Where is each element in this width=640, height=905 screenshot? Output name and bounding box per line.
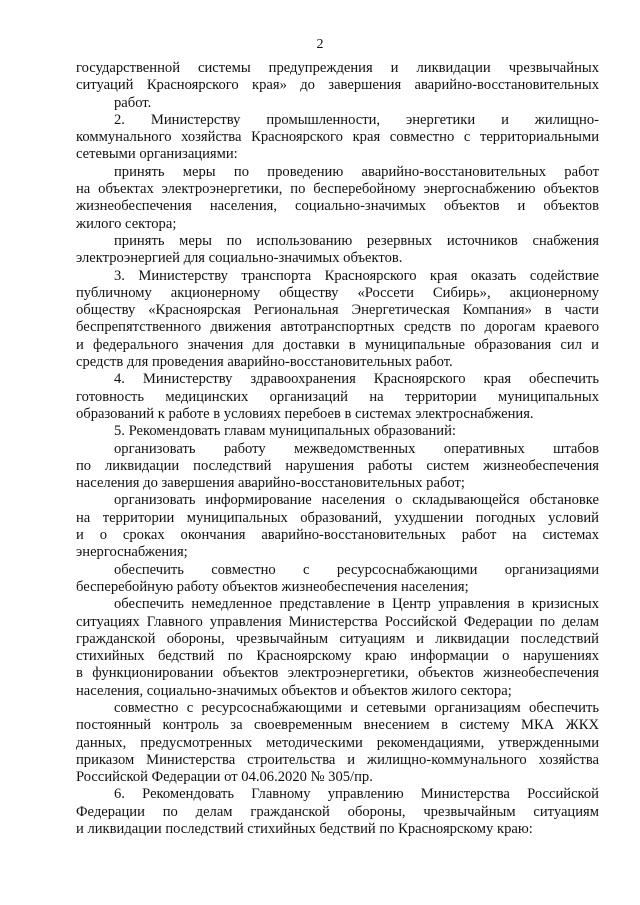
paragraph: [76, 786, 599, 838]
text-line: 6. Рекомендовать Главному управлению Министерства Российской: [114, 786, 599, 803]
text-line: ситуациях Главного управления Министерства Российской Федерации по делам: [76, 613, 599, 630]
text-line: населения до завершения аварийно-восстановительных работ;: [76, 475, 465, 492]
text-line: беспрепятственного движения автотранспортных средств по дорогам краевого: [76, 319, 599, 336]
text-line: готовность медицинских организаций на территории муниципальных: [76, 388, 599, 405]
text-line: обеспечить немедленное представление в Центр управления в кризисных: [114, 596, 599, 613]
paragraph: [76, 441, 599, 493]
paragraph: [76, 371, 599, 423]
text-line: 3. Министерству транспорта Красноярского края оказать содействие: [114, 267, 599, 284]
text-line: бесперебойную работу объектов жизнеобеспечения населения;: [76, 578, 469, 595]
text-line: организовать работу межведомственных оперативных штабов: [114, 440, 599, 457]
text-line: по ликвидации последствий нарушения работы систем жизнеобеспечения: [76, 457, 599, 474]
text-line: постоянный контроль за своевременным внесением в систему МКА ЖКХ: [76, 717, 599, 734]
text-line: работ.: [114, 94, 152, 111]
paragraph: [76, 233, 599, 268]
text-line: принять меры по проведению аварийно-восстановительных работ: [114, 163, 599, 180]
text-line: жизнеобеспечения населения, социально-значимых объектов и объектов: [76, 198, 599, 215]
paragraph: [76, 596, 599, 700]
text-line: стихийных бедствий по Красноярскому краю информации о нарушениях: [76, 648, 599, 665]
document-body: [76, 60, 599, 838]
text-line: принять меры по использованию резервных источников снабжения: [114, 232, 599, 249]
text-line: публичному акционерному обществу «Россети Сибирь», акционерному: [76, 284, 599, 301]
page-number: 2: [316, 37, 324, 52]
text-line: и о сроках окончания аварийно-восстановительных работ на системах: [76, 527, 599, 544]
text-line: Федерации по делам гражданской обороны, чрезвычайным ситуациям: [76, 803, 599, 820]
text-line: обеспечить совместно с ресурсоснабжающими организациями: [114, 561, 599, 578]
text-line: гражданской обороны, чрезвычайным ситуациям и ликвидации последствий: [76, 630, 599, 647]
text-line: коммунального хозяйства Красноярского края совместно с территориальными: [76, 129, 599, 146]
text-line: приказом Министерства строительства и жилищно-коммунального хозяйства: [76, 751, 599, 768]
text-line: образований к работе в условиях перебоев в системах электроснабжения.: [76, 405, 534, 422]
text-line: данных, предусмотренных методическими рекомендациями, утвержденными: [76, 734, 599, 751]
text-line: обществу «Красноярская Региональная Энергетическая Компания» в части: [76, 302, 599, 319]
text-line: жилого сектора;: [76, 215, 177, 232]
paragraph: [76, 492, 599, 561]
text-line: и ликвидации последствий стихийных бедствий по Красноярскому краю:: [76, 821, 533, 838]
text-line: в функционировании объектов электроэнергетики, объектов жизнеобеспечения: [76, 665, 599, 682]
paragraph: [76, 268, 599, 372]
text-line: ситуаций Красноярского края» до завершения аварийно-восстановительных: [76, 77, 599, 94]
text-line: государственной системы предупреждения и ликвидации чрезвычайных: [76, 60, 599, 76]
text-line: 2. Министерству промышленности, энергетики и жилищно-: [114, 111, 599, 128]
text-line: населения, социально-значимых объектов и объектов жилого сектора;: [76, 682, 512, 699]
paragraph: [76, 164, 599, 233]
text-line: сетевыми организациями:: [76, 146, 238, 163]
text-line: Российской Федерации от 04.06.2020 № 305/пр.: [76, 769, 373, 786]
paragraph: [76, 112, 599, 164]
text-line: средств для проведения аварийно-восстановительных работ.: [76, 354, 453, 371]
text-line: и федерального значения для доставки в муниципальные образования сил и: [76, 336, 599, 353]
paragraph: [76, 700, 599, 786]
text-line: на объектах электроэнергетики, по бесперебойному энергоснабжению объектов: [76, 181, 599, 198]
text-line: организовать информирование населения о складывающейся обстановке: [114, 492, 599, 509]
text-line: 4. Министерству здравоохранения Красноярского края обеспечить: [114, 371, 599, 388]
text-line: энергоснабжения;: [76, 544, 188, 561]
paragraph: [76, 423, 599, 440]
text-line: 5. Рекомендовать главам муниципальных образований:: [114, 423, 456, 440]
text-line: электроэнергией для социально-значимых объектов.: [76, 250, 403, 267]
paragraph: [76, 562, 599, 597]
text-line: совместно с ресурсоснабжающими и сетевыми организациям обеспечить: [114, 699, 599, 716]
paragraph: [76, 60, 599, 112]
text-line: на территории муниципальных образований, ухудшении погодных условий: [76, 509, 599, 526]
